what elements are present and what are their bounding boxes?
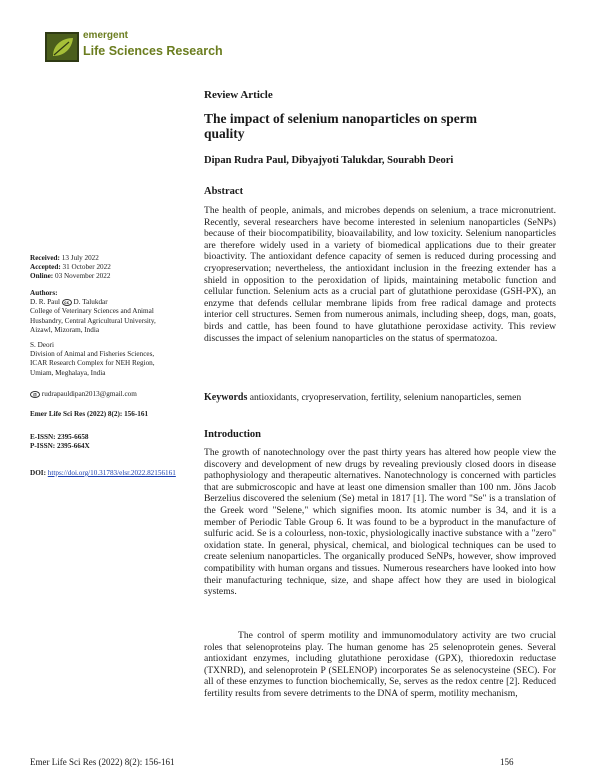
- abstract-text: The health of people, animals, and microbes depends on selenium, a trace micronutrient. Recently, several researchers have become interested in selenium nanoparticles (SeNPs) because of their biocompatibility, bioavailability, and low toxicity. Selenium nanoparticles are therefore widely used in a variety of biomedical applications due to their greater bioactivity. The antioxidant defence capacity of semen is reduced during processing and cryopreservation; nevertheless, the antioxidant inclusion in the freezing extender has a shield in opposition to the peroxidation of lipids, maintaining metabolic function and cellular function. Selenium acts as a crucial part of glutathione peroxidase (GSH-PX), an enzyme that defends cellular membrane lipids from free radical damage and protects interior cell structures. Semen from numerous animals, including sheep, dogs, man, goats, birds and cattle, has been found to have glutathione peroxidase activity. This review discusses the impact of selenium nanoparticles on the status of spermatozoa.: [204, 205, 556, 344]
- abstract-heading: Abstract: [204, 186, 244, 197]
- keywords: [204, 392, 556, 404]
- introduction-paragraph-1: The growth of nanotechnology over the past thirty years has altered how people view the discovery and development of new drugs by revealing previously closed doors in disease pathophysiology and therapeutic alternatives. Nanotechnology is concerned with particles that are submicroscopic and have at least one dimension smaller than 100 nm. Jöns Jacob Berzelius discovered the selenium (Se) metal in 1817 [1]. The word "Se" is a translation of the Greek word "Selene," which signifies moon. Its atomic number is 34, and it is a member of Periodic Table Group 6. It was found to be a byproduct in the manufacture of sulfuric acid. Se is a colourless, non-toxic, physiologically inactive substance with a "zero" oxidation state. In general, physical, chemical, and biological techniques can be used to create selenium nanoparticles. The organically produced SeNPs, however, show improved compatibility with human organs and tissues. Numerous researchers have looked into how their manufacturing technique, size, and shape affect how they are used in biological systems.: [204, 447, 556, 598]
- article-type: Review Article: [204, 89, 273, 101]
- author-deori-affiliation: S. Deori Division of Animal and Fisheries Sciences, ICAR Research Complex for NEH Region, Umiam, Meghalaya, India: [30, 341, 155, 377]
- corresponding-email[interactable]: @ rudrapauldipan2013@gmail.com: [30, 390, 195, 399]
- issn-block: E-ISSN: 2395-6658 P-ISSN: 2395-664X: [30, 433, 90, 451]
- introduction-paragraph-2: The control of sperm motility and immunomodulatory activity are two crucial roles that selenoproteins play. The human genome has 25 selenoprotein genes. Several antioxidant enzymes, including glutathione peroxidase (GPX), thioredoxin reductase (TXNRD), and selenoprotein P (SELENOP) incorporates Se as selenocysteine (SEC). For all of these enzymes to function biochemically, Se, serves as the redox centre [2]. Reduced fertility results from severe detriments to the DNA of sperm, motility mechanism,: [204, 630, 556, 699]
- introduction-heading: Introduction: [204, 429, 261, 440]
- author-affiliations: Authors: D. R. Paul cc D. Talukdar College of Veterinary Sciences and Animal Husbandry, Central Agricultural University, Aizawl, Mizoram, India: [30, 289, 156, 334]
- eissn: 2395-6658: [57, 433, 89, 441]
- online-date: 03 November 2022: [54, 272, 111, 281]
- leaf-logo-icon: [45, 32, 79, 62]
- contact-icon: cc: [62, 299, 72, 306]
- article-title: The impact of selenium nanoparticles on sperm quality: [204, 111, 477, 141]
- keywords-label: Keywords: [204, 392, 248, 403]
- brand-main: Life Sciences Research: [83, 44, 223, 58]
- received-date: 13 July 2022: [61, 254, 99, 262]
- doi-link[interactable]: https://doi.org/10.31783/elsr.2022.82156161: [47, 469, 176, 477]
- article-dates: Received: 13 July 2022 Accepted: 31 October 2022 Online: 03 November 2022: [30, 254, 111, 281]
- email-icon: @: [30, 391, 40, 398]
- authors-label: Authors:: [30, 289, 58, 297]
- keywords-list: antioxidants, cryopreservation, fertility, selenium nanoparticles, semen: [249, 392, 522, 403]
- doi-block: DOI: https://doi.org/10.31783/elsr.2022.82156161: [30, 469, 176, 477]
- footer-citation: Emer Life Sci Res (2022) 8(2): 156-161: [30, 757, 175, 767]
- pissn: 2395-664X: [56, 442, 90, 451]
- journal-logo: [45, 32, 79, 62]
- brand-top: emergent: [83, 30, 129, 41]
- journal-citation: Emer Life Sci Res (2022) 8(2): 156-161: [30, 410, 149, 418]
- page-number: 156: [500, 757, 514, 767]
- article-authors: Dipan Rudra Paul, Dibyajyoti Talukdar, Sourabh Deori: [204, 155, 454, 166]
- accepted-date: 31 October 2022: [62, 263, 111, 272]
